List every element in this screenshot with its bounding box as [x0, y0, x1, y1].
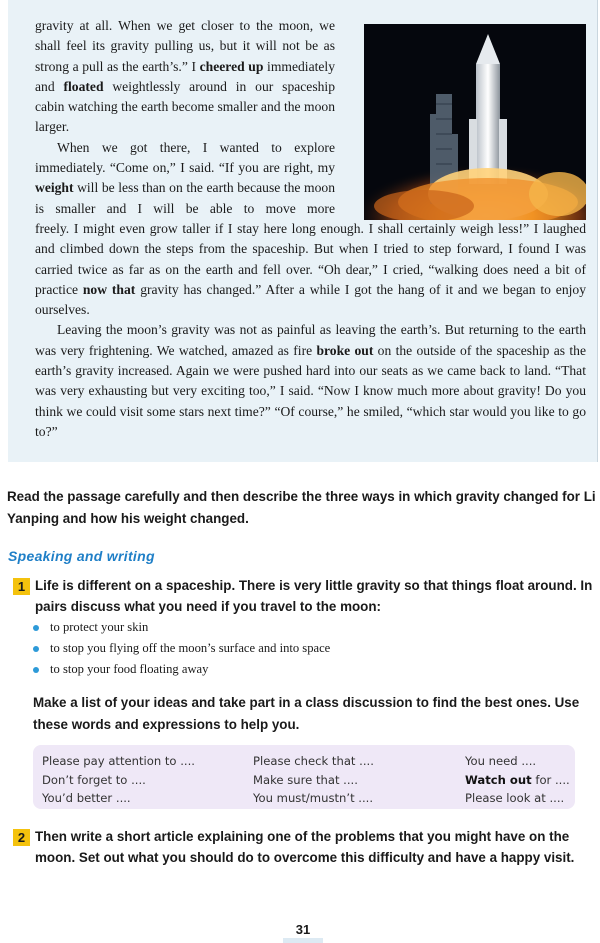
section-heading: Speaking and writing: [8, 548, 155, 564]
passage-text-top: [35, 16, 335, 219]
bullet-dot-icon: [33, 646, 39, 652]
expression: You’d better ....: [42, 791, 131, 805]
paragraph-2-end: freely. I might even grow taller if I stay here long enough. I shall certainly weigh less!” I laughed and climbed down the steps from the spaceship. But when I tried to step forward, I found I was carried twice as far as on the earth and fell over. “Oh dear,” I cried, “walking does need a bit of practice now that gravity has changed.” After a while I got the hang of it and we began to enjoy ourselves.: [35, 221, 586, 318]
page-number: 31: [295, 922, 311, 937]
list-item: to stop you flying off the moon’s surface and into space: [33, 638, 533, 659]
page-number-bar: [283, 938, 323, 943]
task-1-bullet-list: [33, 617, 533, 680]
expressions-column-1: [42, 752, 195, 808]
paragraph-3: Leaving the moon’s gravity was not as painful as leaving the earth’s. But returning to the earth was very frightening. We watched, amazed as fire broke out on the outside of the spaceship as the earth’s gravity increased. Again we were pushed hard into our seats as we came back to land. “That was very exhausting but very exciting too,” I said. “Now I know much more about gravity! Do you think we could visit some stars next time?” “Of course,” he smiled, “which star would you like to go to?”: [35, 322, 586, 439]
passage-text-bottom: [35, 219, 586, 442]
task-1-number: 1: [13, 578, 30, 595]
expression: You need ....: [465, 754, 537, 768]
bullet-dot-icon: [33, 625, 39, 631]
expression: Don’t forget to ....: [42, 772, 146, 787]
expression: Watch out for ....: [465, 772, 570, 787]
expression: You must/mustn’t ....: [253, 791, 374, 805]
rocket-launch-photo: [364, 24, 586, 220]
rocket-launch-image: [364, 24, 586, 220]
expression: Please check that ....: [253, 754, 374, 768]
useful-expressions-box: [33, 745, 575, 809]
paragraph-2-start: When we got there, I wanted to explore immediately. “Come on,” I said. “If you are right, my weight will be less than on the earth because the moon is smaller and I will be able to move more: [35, 139, 335, 216]
bullet-dot-icon: [33, 667, 39, 673]
expression: Please look at ....: [465, 791, 565, 805]
task-2-number: 2: [13, 829, 30, 846]
paragraph-1: gravity at all. When we get closer to the moon, we shall feel its gravity pulling us, but it will not be as strong a pull as the earth’s.” I cheered up immediately and floated weightlessly around in our spaceship cabin watching the earth become smaller and the moon larger.: [35, 18, 335, 135]
task-1-instructions: Life is different on a spaceship. There is very little gravity so that things float around. In pairs discuss what you need if you travel to the moon:: [35, 578, 593, 614]
expressions-column-3: [465, 752, 570, 808]
list-item: to stop your food floating away: [33, 659, 533, 680]
expression: Please pay attention to ....: [42, 754, 195, 768]
list-item: to protect your skin: [33, 617, 533, 638]
comprehension-question: Read the passage carefully and then describe the three ways in which gravity changed for Li Yanping and how his weight changed.: [7, 489, 596, 526]
expression: Make sure that ....: [253, 772, 358, 787]
discussion-instructions: Make a list of your ideas and take part in a class discussion to find the best ones. Use these words and expressions to help you.: [33, 695, 580, 732]
expressions-column-2: [253, 752, 374, 808]
passage-box: [8, 0, 598, 462]
task-2-instructions: Then write a short article explaining one of the problems that you might have on the moon. Set out what you should do to overcome this difficulty and have a happy visit.: [35, 829, 575, 865]
